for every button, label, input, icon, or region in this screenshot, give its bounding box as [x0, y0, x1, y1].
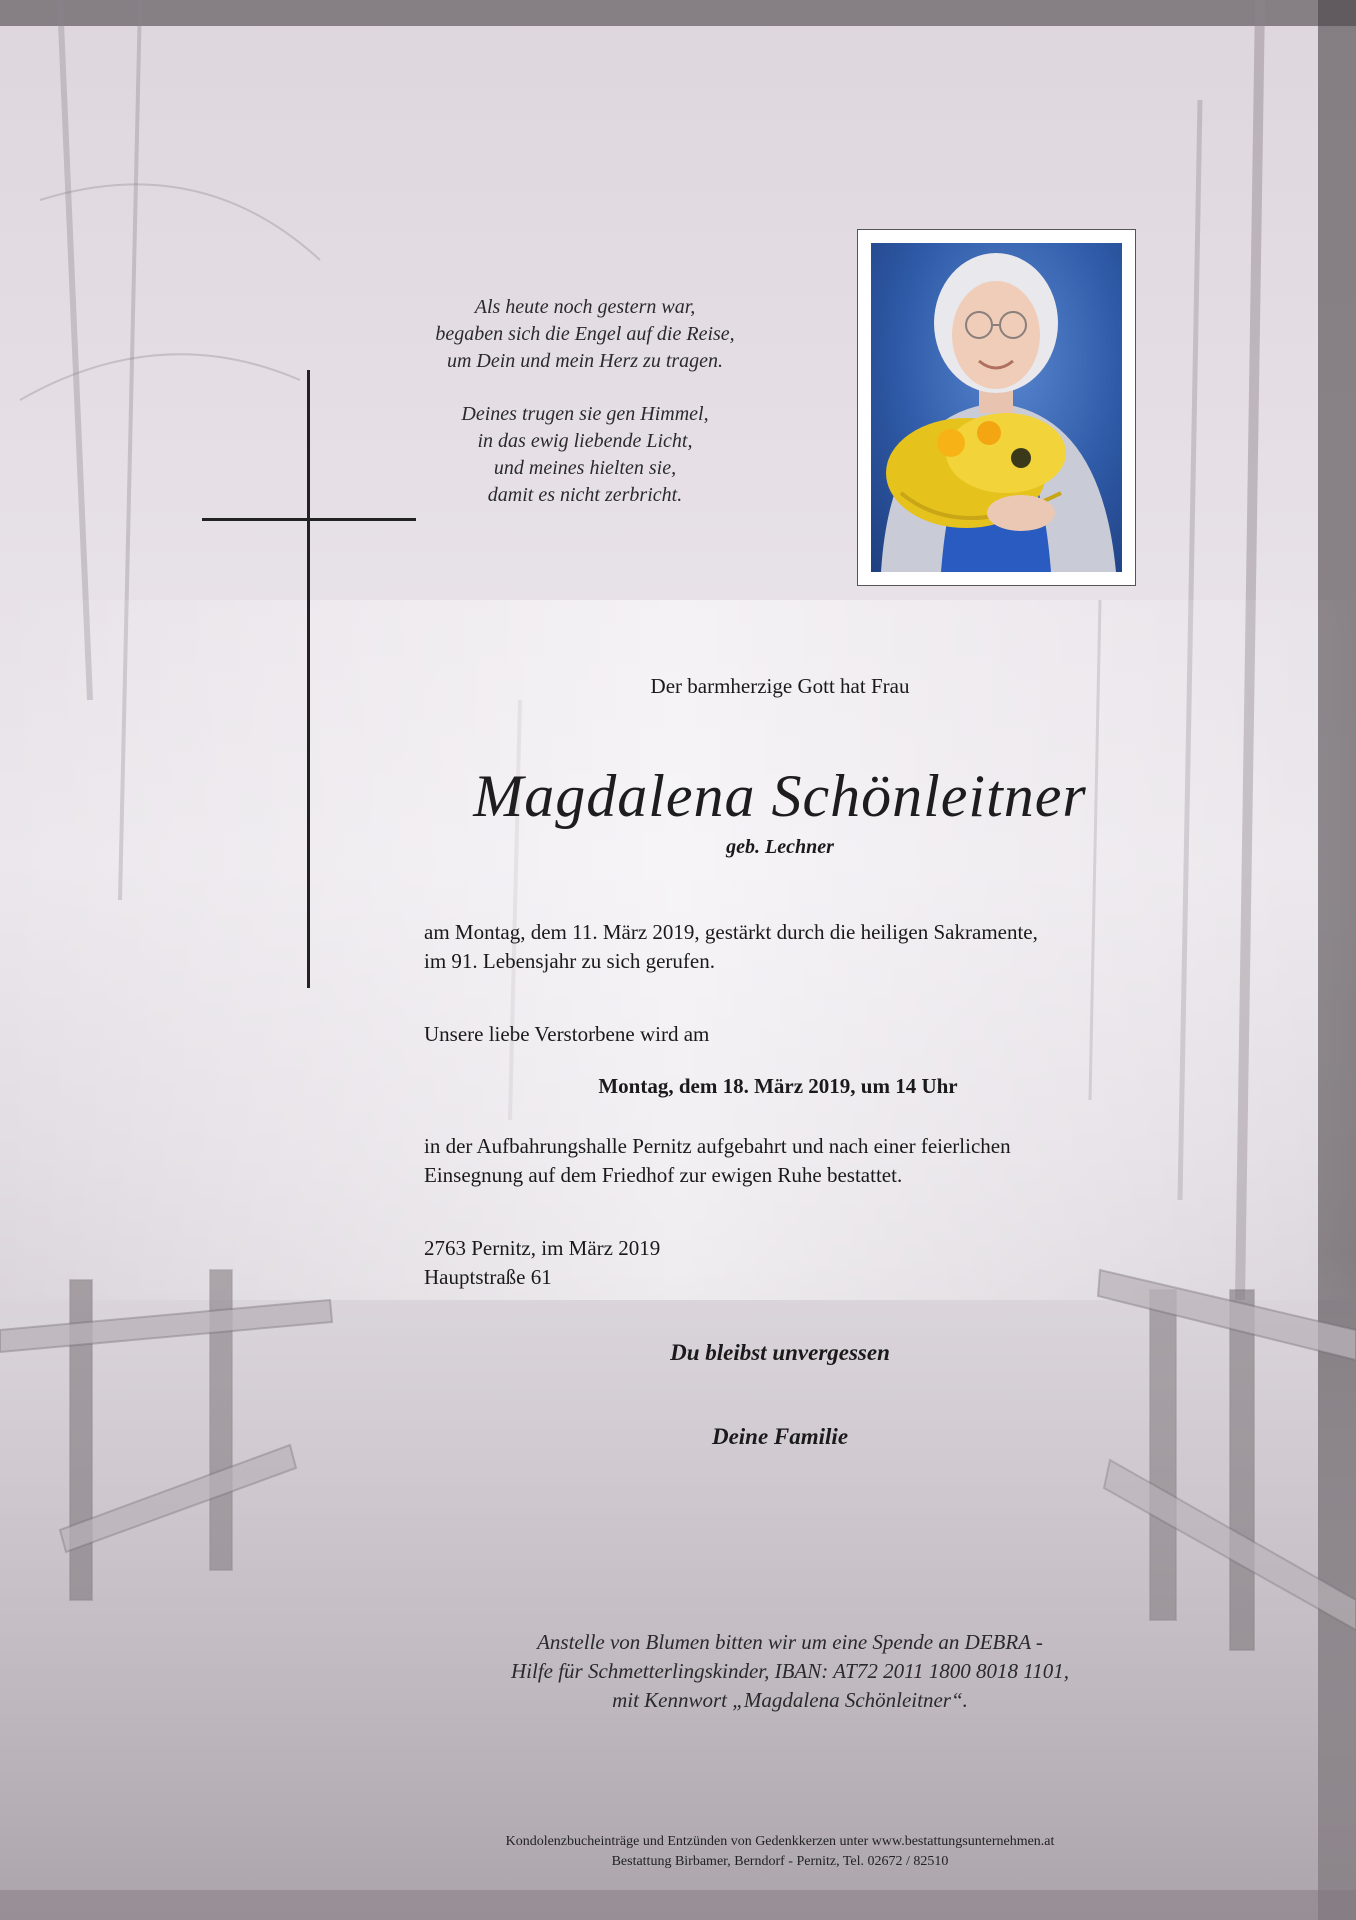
donation-line: Hilfe für Schmetterlingskinder, IBAN: AT72 2011 1800 8018 1101, — [510, 1659, 1069, 1683]
closing-signature: Deine Familie — [711, 1424, 849, 1449]
birth-name: geb. Lechner — [726, 836, 834, 858]
paragraph-line: in der Aufbahrungshalle Pernitz aufgebahrt und nach einer feierlichen — [424, 1134, 1011, 1158]
footer-condolence-line: Kondolenzbucheinträge und Entzünden von Gedenkkerzen unter www.bestattungsunternehmen.at — [505, 1834, 1055, 1849]
poem-line: damit es nicht zerbricht. — [487, 484, 683, 506]
funeral-intro-paragraph: Unsere liebe Verstorbene wird am — [424, 1022, 710, 1046]
footer-undertaker-line: Bestattung Birbamer, Berndorf - Pernitz, Tel. 02672 / 82510 — [611, 1854, 949, 1869]
poem-stanza-2 — [390, 401, 780, 509]
poem-line: in das ewig liebende Licht, — [477, 430, 693, 452]
death-notice-paragraph — [424, 918, 1038, 976]
intro-text: Der barmherzige Gott hat Frau — [650, 674, 910, 698]
paragraph-line: im 91. Lebensjahr zu sich gerufen. — [424, 949, 715, 973]
deceased-name: Magdalena Schönleitner — [473, 763, 1087, 829]
poem — [390, 294, 780, 535]
donation-line: mit Kennwort „Magdalena Schönleitner“. — [612, 1688, 968, 1712]
portrait-photo-frame — [857, 229, 1136, 586]
funeral-details-paragraph — [424, 1132, 1011, 1190]
funeral-date: Montag, dem 18. März 2019, um 14 Uhr — [598, 1074, 958, 1098]
cross-vertical-bar — [307, 370, 310, 988]
closing-remembrance: Du bleibst unvergessen — [670, 1340, 890, 1365]
footer — [330, 1832, 1230, 1872]
address-line: 2763 Pernitz, im März 2019 — [424, 1236, 661, 1260]
poem-line: und meines hielten sie, — [493, 457, 677, 479]
donation-line: Anstelle von Blumen bitten wir um eine Spende an DEBRA - — [537, 1630, 1043, 1654]
portrait-illustration — [871, 243, 1122, 572]
paragraph-line: Einsegnung auf dem Friedhof zur ewigen Ruhe bestattet. — [424, 1163, 903, 1187]
address-line: Hauptstraße 61 — [424, 1265, 552, 1289]
address-block — [424, 1234, 660, 1292]
poem-stanza-1 — [390, 294, 780, 375]
poem-line: Deines trugen sie gen Himmel, — [461, 403, 709, 425]
paragraph-line: am Montag, dem 11. März 2019, gestärkt durch die heiligen Sakramente, — [424, 920, 1038, 944]
portrait-photo — [871, 243, 1122, 572]
poem-line: um Dein und mein Herz zu tragen. — [446, 350, 724, 372]
donation-note — [400, 1628, 1180, 1715]
poem-line: Als heute noch gestern war, — [474, 296, 696, 318]
cross-horizontal-bar — [202, 518, 416, 521]
poem-line: begaben sich die Engel auf die Reise, — [435, 323, 735, 345]
